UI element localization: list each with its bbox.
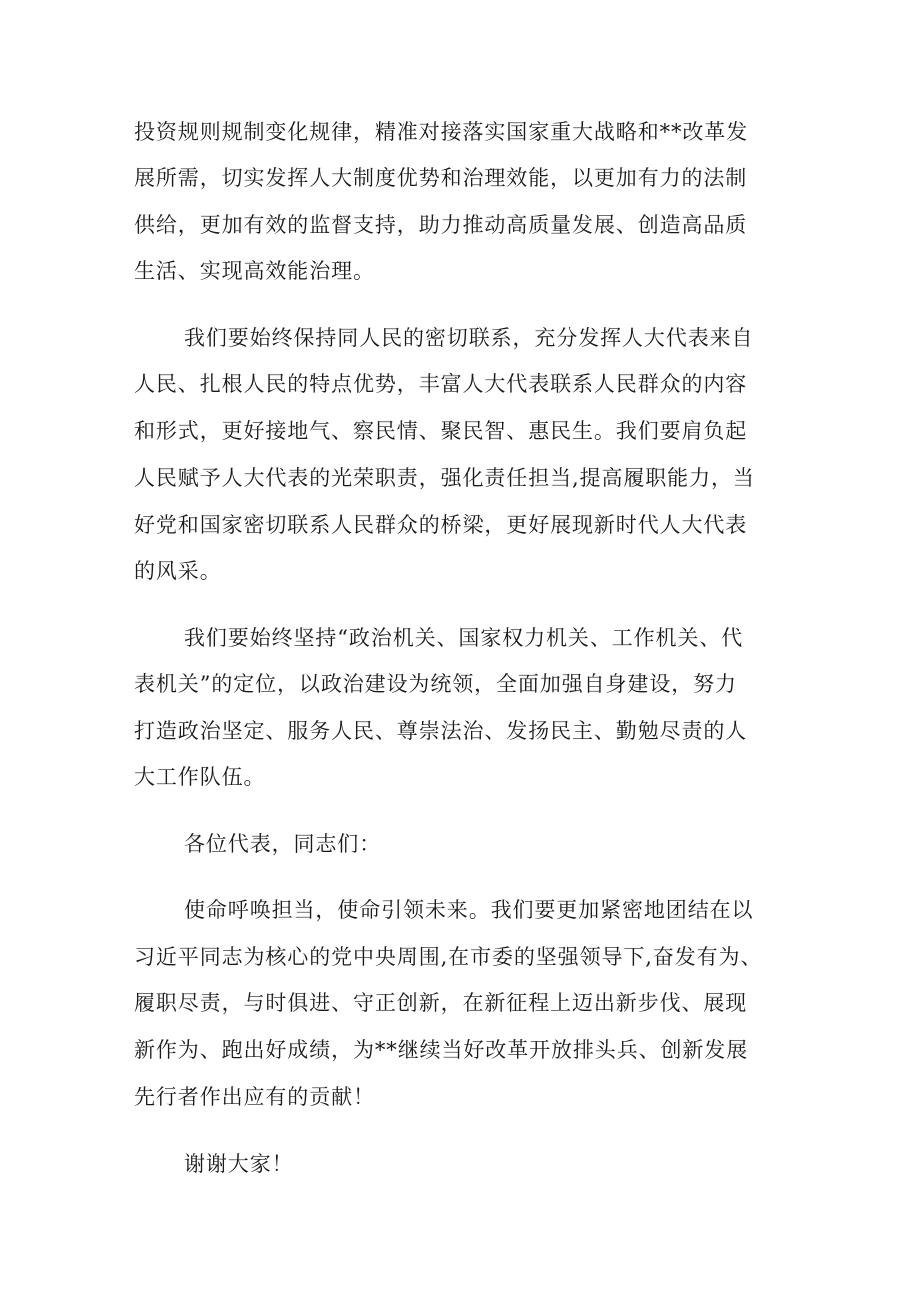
paragraph-5-line-1: 使命呼唤担当，使命引领未来。我们要更加紧密地团结在以 bbox=[184, 898, 754, 922]
paragraph-2-line-2: 人民、扎根人民的特点优势，丰富人大代表联系人民群众的内容 bbox=[134, 372, 748, 396]
paragraph-3-line-4: 大工作队伍。 bbox=[134, 765, 266, 789]
paragraph-4-line-1: 各位代表，同志们： bbox=[184, 832, 382, 856]
paragraph-2-line-3: 和形式，更好接地气、察民情、聚民智、惠民生。我们要肩负起 bbox=[134, 419, 748, 443]
paragraph-5-line-2: 习近平同志为核心的党中央周围,在市委的坚强领导下,奋发有为、 bbox=[134, 945, 763, 969]
paragraph-5-line-4: 新作为、跑出好成绩，为**继续当好改革开放排头兵、创新发展 bbox=[134, 1038, 749, 1062]
paragraph-2-line-1: 我们要始终保持同人民的密切联系，充分发挥人大代表来自 bbox=[184, 326, 754, 350]
paragraph-5-line-3: 履职尽责，与时俱进、守正创新，在新征程上迈出新步伐、展现 bbox=[134, 991, 748, 1015]
paragraph-3-line-3: 打造政治坚定、服务人民、尊崇法治、发扬民主、勤勉尽责的人 bbox=[134, 719, 748, 743]
paragraph-6-line-1: 谢谢大家！ bbox=[184, 1152, 294, 1176]
paragraph-2-line-5: 好党和国家密切联系人民群众的桥梁，更好展现新时代人大代表 bbox=[134, 513, 748, 537]
paragraph-1-line-2: 展所需，切实发挥人大制度优势和治理效能，以更加有力的法制 bbox=[134, 166, 748, 190]
paragraph-1-line-4: 生活、实现高效能治理。 bbox=[134, 259, 375, 283]
paragraph-3-line-2: 表机关”的定位，以政治建设为统领，全面加强自身建设，努力 bbox=[134, 672, 737, 696]
paragraph-1-line-3: 供给，更加有效的监督支持，助力推动高质量发展、创造高品质 bbox=[134, 213, 748, 237]
paragraph-2-line-6: 的风采。 bbox=[134, 559, 222, 583]
paragraph-2-line-4: 人民赋予人大代表的光荣职责，强化责任担当,提高履职能力，当 bbox=[134, 466, 755, 490]
paragraph-1-line-1: 投资规则规制变化规律，精准对接落实国家重大战略和**改革发 bbox=[134, 120, 749, 144]
paragraph-3-line-1: 我们要始终坚持“政治机关、国家权力机关、工作机关、代 bbox=[184, 626, 744, 650]
paragraph-5-line-5: 先行者作出应有的贡献！ bbox=[134, 1085, 375, 1109]
